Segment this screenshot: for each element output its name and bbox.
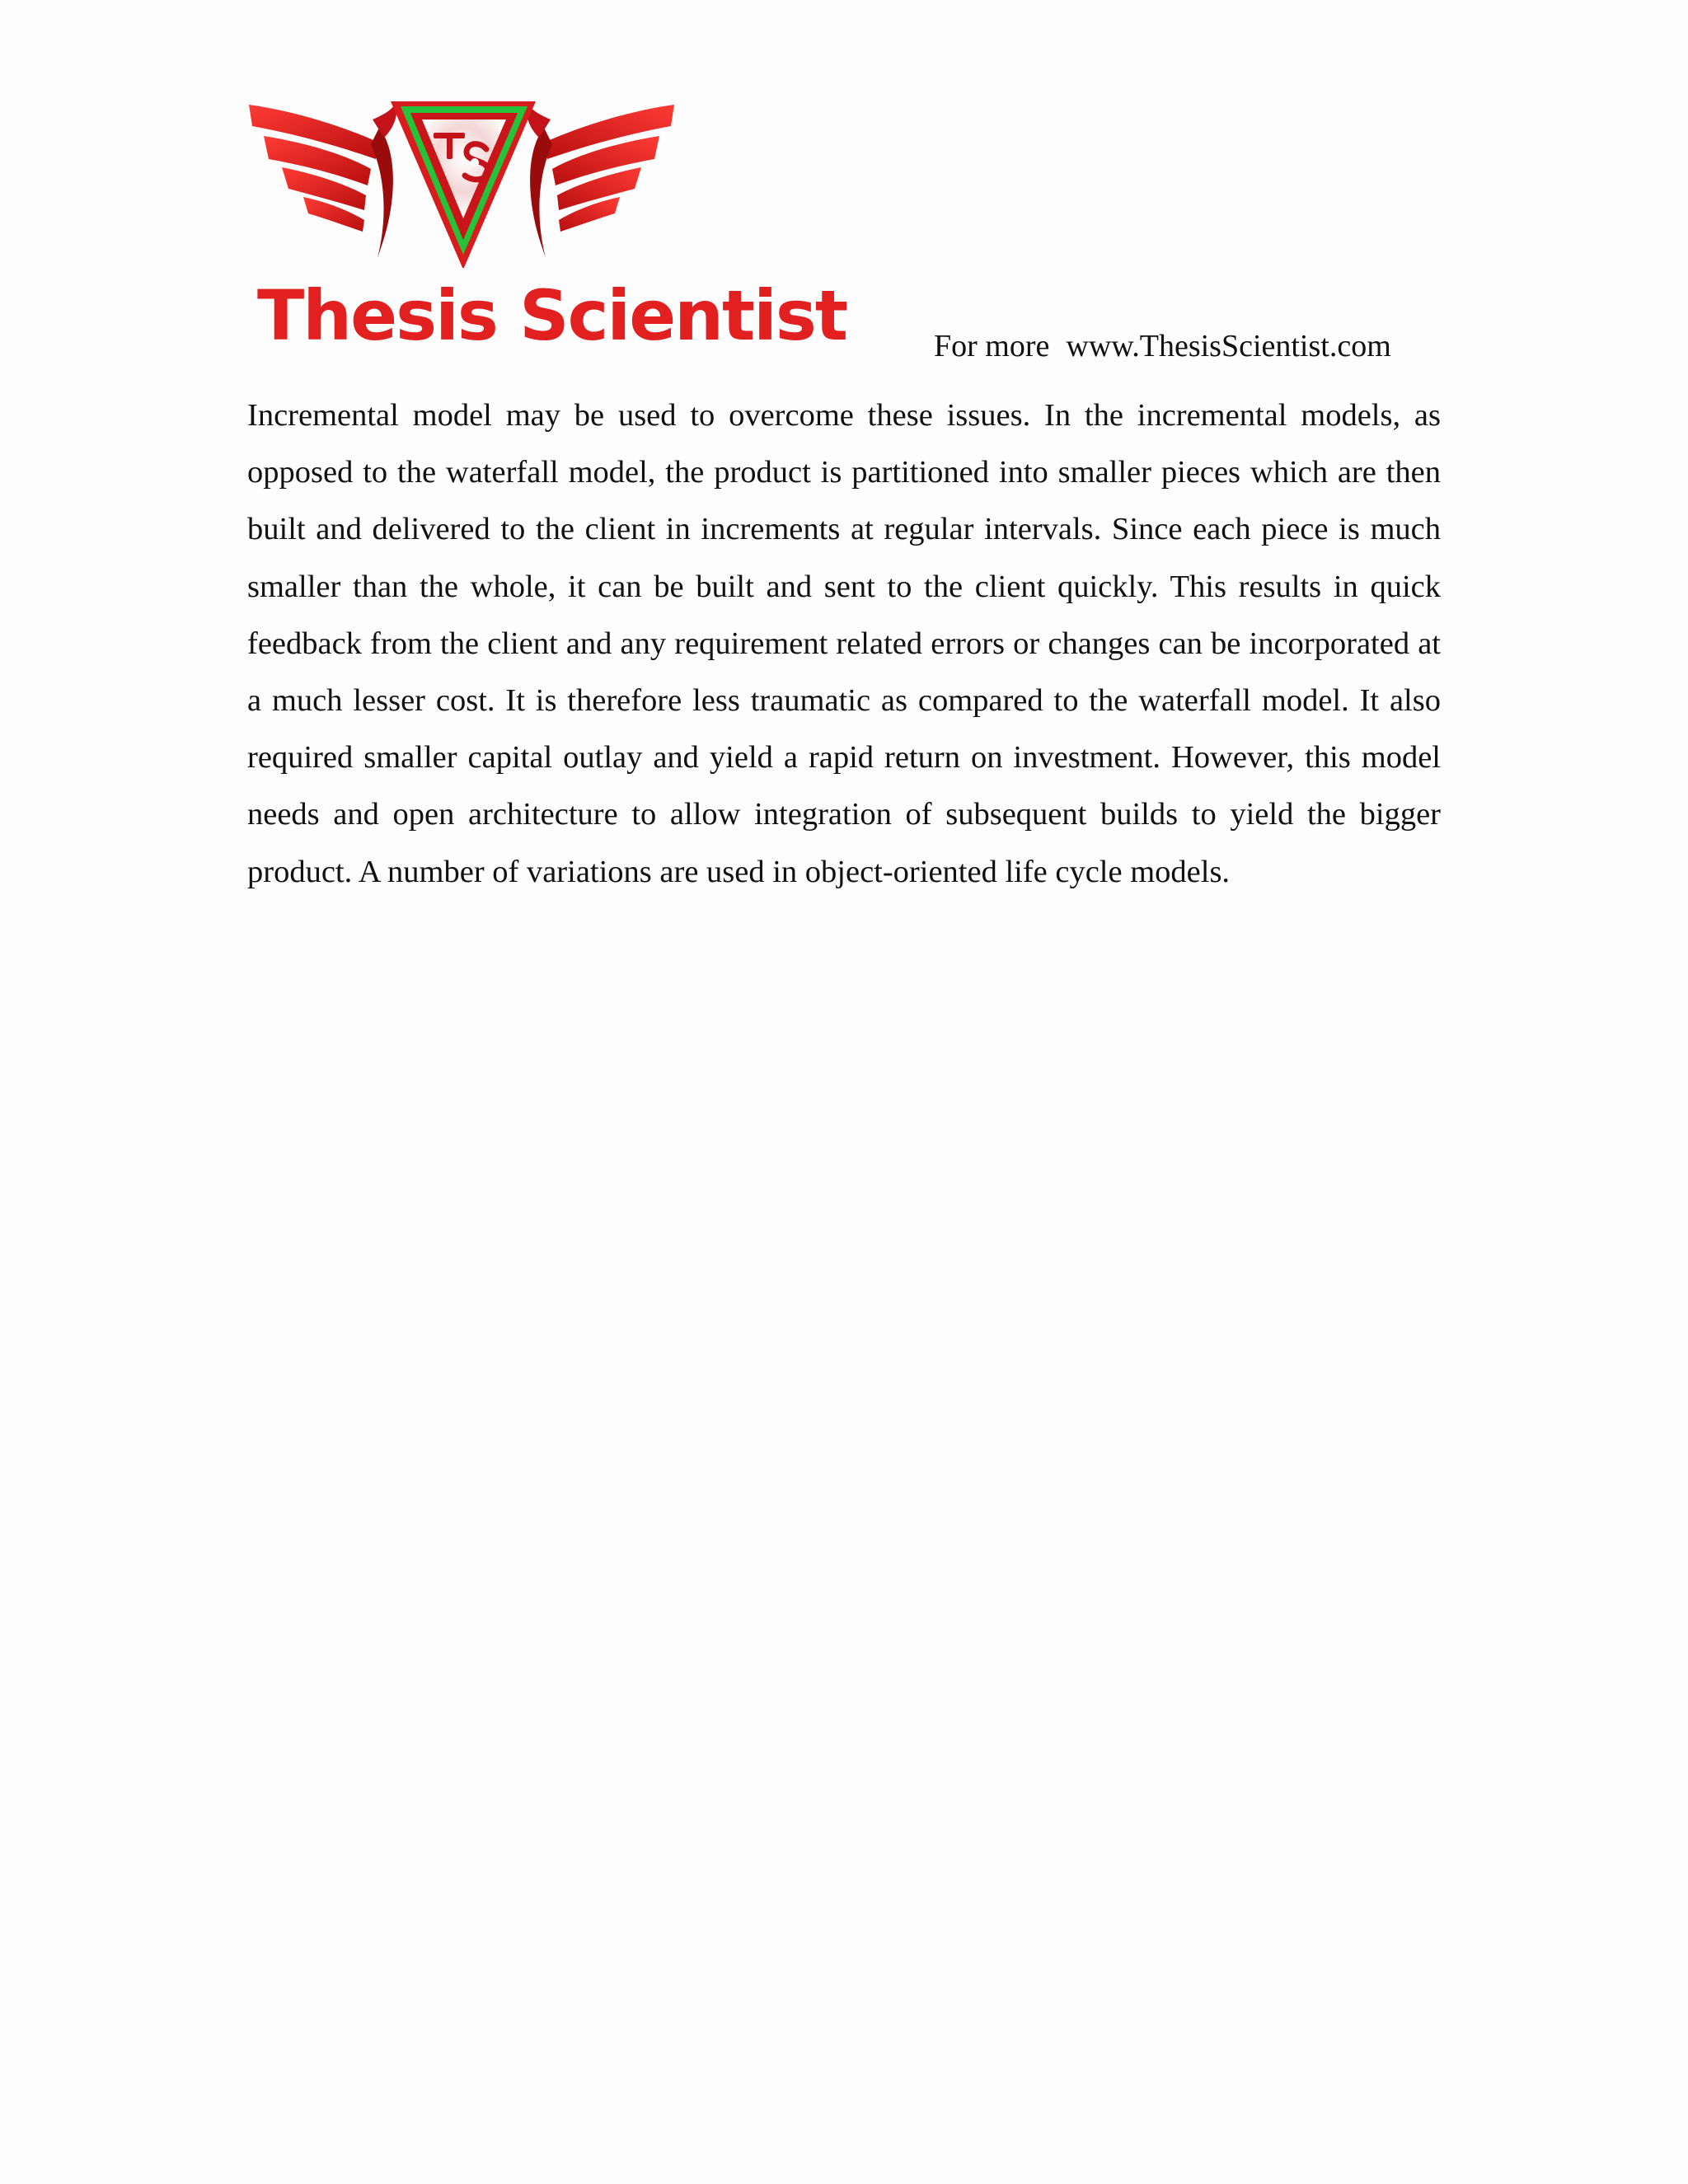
website-link[interactable] [934,321,1445,371]
website-url[interactable]: www.ThesisScientist.com [1066,329,1391,363]
for-more-label: For more [934,329,1050,363]
thesis-scientist-logo [247,95,847,367]
logo-wordmark: Thesis Scientist [257,275,847,356]
winged-triangle-emblem-icon [247,95,676,268]
body-paragraph: Incremental model may be used to overcome these issues. In the incremental models, as opposed to the waterfall model, the product is partitioned into smaller pieces which are then built and delivered to the client in increments at regular intervals. Since each piece is much smaller than the whole, it can be built and sent to the client quickly. This results in quick feedback from the client and any requirement related errors or changes can be incorporated at a much lesser cost. It is therefore less traumatic as compared to the waterfall model. It also required smaller capital outlay and yield a rapid return on investment. However, this model needs and open architecture to allow integration of subsequent builds to yield the bigger product. A number of variations are used in object-oriented life cycle models. [247,398,1441,889]
page-header [247,95,1442,367]
triangle-emblem-icon [391,101,536,268]
left-wing-icon [249,103,396,258]
right-wing-icon [527,103,674,258]
